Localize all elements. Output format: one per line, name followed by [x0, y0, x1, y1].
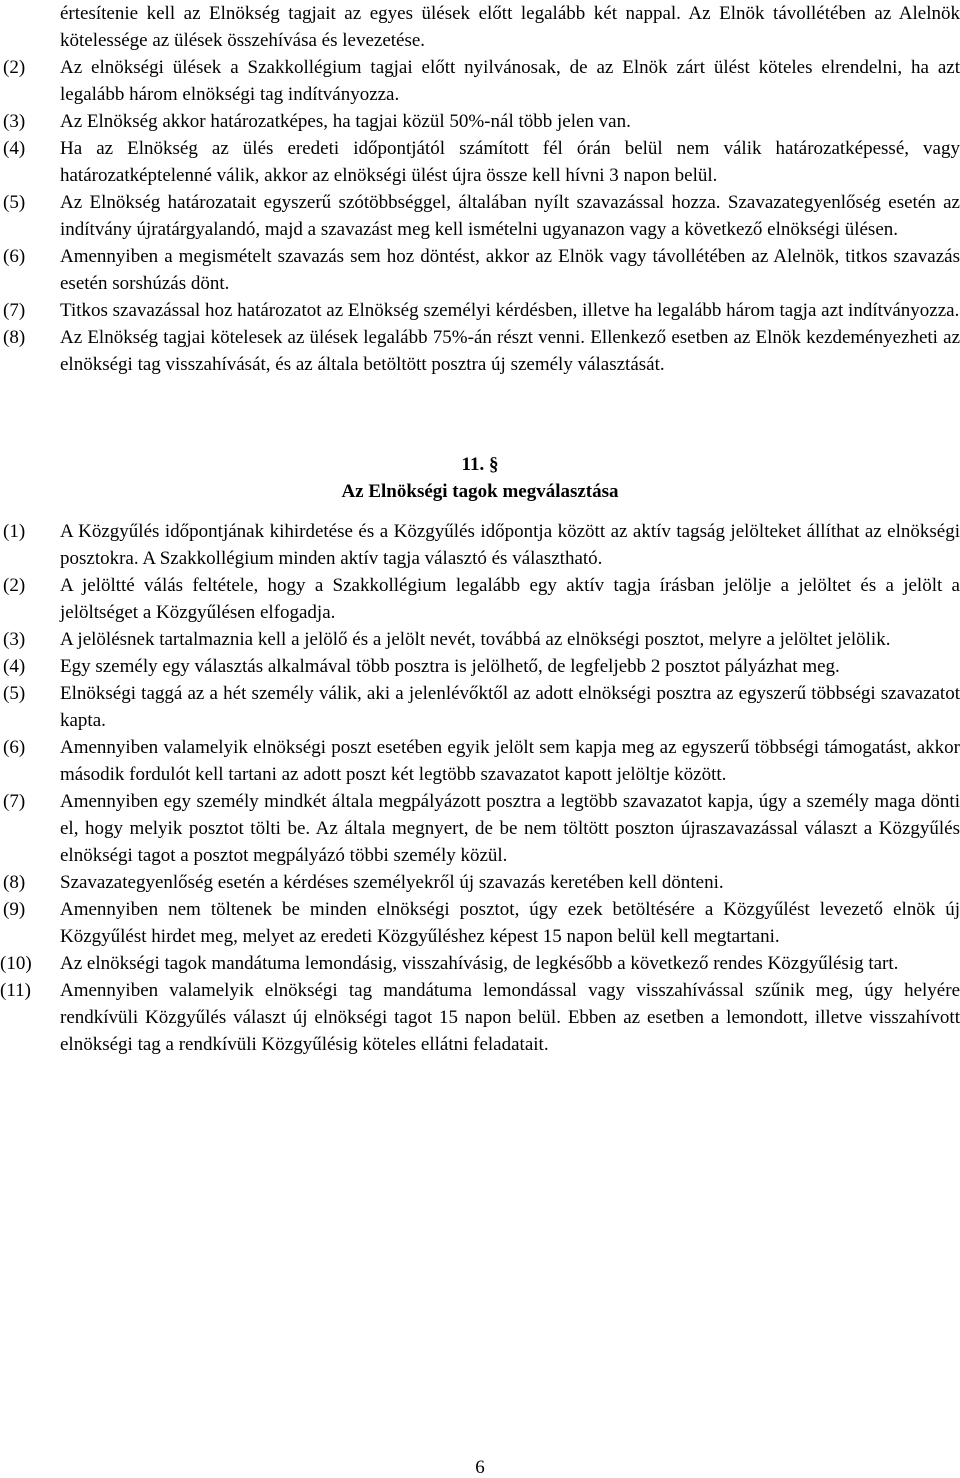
top-items-list — [0, 54, 960, 378]
list-item — [0, 950, 960, 977]
list-item — [0, 297, 960, 324]
item-number: (2) — [3, 57, 26, 78]
item-text: Az Elnökség határozatait egyszerű szótöbbséggel, általában nyílt szavazással hozza. Szavazategyenlőség esetén az indítvány újratárgyalandó, majd a szavazást meg kell ismételni ugyanazon vagy a következő elnökségi ülésen. — [60, 192, 960, 240]
section-number: 11. § — [461, 454, 499, 475]
item-text: Amennyiben valamelyik elnökségi tag mandátuma lemondással vagy visszahívással szűnik meg, úgy helyére rendkívüli Közgyűlés választ új elnökségi tagot 15 napon belül. Ebben az esetben a lemondott, illetve visszahívott elnökségi tag a rendkívüli Közgyűlésig köteles ellátni feladatait. — [60, 980, 960, 1055]
item-text: Amennyiben egy személy mindkét általa megpályázott posztra a legtöbb szavazatot kapja, úgy a személy maga dönti el, hogy melyik posztot tölti be. Az általa megnyert, de be nem töltött poszton újraszavazással választ a Közgyűlés elnökségi tagot a posztot megpályázó többi személy közül. — [60, 791, 960, 866]
item-text: Egy személy egy választás alkalmával több posztra is jelölhető, de legfeljebb 2 posztot pályázhat meg. — [60, 656, 840, 677]
list-item — [0, 324, 960, 378]
item-text: Titkos szavazással hoz határozatot az Elnökség személyi kérdésben, illetve ha legalább három tagja azt indítványozza. — [60, 300, 960, 321]
item-text: Az elnökségi ülések a Szakkollégium tagjai előtt nyilvánosak, de az Elnök zárt ülést köteles elrendelni, ha azt legalább három elnökségi tag indítványozza. — [60, 57, 960, 105]
item-number: (2) — [3, 575, 26, 596]
item-number: (7) — [3, 300, 26, 321]
item-text: Elnökségi taggá az a hét személy válik, aki a jelenlévőktől az adott elnökségi posztra az egyszerű többségi szavazatot kapta. — [60, 683, 960, 731]
list-item — [0, 572, 960, 626]
list-item — [0, 54, 960, 108]
list-item — [0, 108, 960, 135]
section-title: Az Elnökségi tagok megválasztása — [341, 481, 619, 502]
list-item — [0, 734, 960, 788]
continuation-paragraph: értesítenie kell az Elnökség tagjait az egyes ülések előtt legalább két nappal. Az Elnök távollétében az Alelnök kötelessége az ülések összehívása és levezetése. — [60, 3, 960, 51]
list-item — [0, 680, 960, 734]
item-number: (1) — [3, 521, 26, 542]
item-number: (8) — [3, 327, 26, 348]
item-number: (8) — [3, 872, 26, 893]
item-text: A jelöltté válás feltétele, hogy a Szakkollégium legalább egy aktív tagja írásban jelölje a jelöltet és a jelölt a jelöltséget a Közgyűlésen elfogadja. — [60, 575, 960, 623]
item-number: (3) — [3, 629, 26, 650]
item-text: Az Elnökség akkor határozatképes, ha tagjai közül 50%-nál több jelen van. — [60, 111, 631, 132]
item-text: Az Elnökség tagjai kötelesek az ülések legalább 75%-án részt venni. Ellenkező esetben az Elnök kezdeményezheti az elnökségi tag visszahívását, és az általa betöltött posztra új személy választását. — [60, 327, 960, 375]
item-number: (5) — [3, 192, 26, 213]
item-number: (11) — [0, 980, 31, 1001]
list-item — [0, 869, 960, 896]
list-item — [0, 243, 960, 297]
list-item — [0, 653, 960, 680]
list-item — [0, 896, 960, 950]
list-item — [0, 788, 960, 869]
item-text: Amennyiben a megismételt szavazás sem hoz döntést, akkor az Elnök vagy távollétében az Alelnök, titkos szavazás esetén sorshúzás dönt. — [60, 246, 960, 294]
item-number: (4) — [3, 138, 26, 159]
list-item — [0, 518, 960, 572]
item-number: (10) — [0, 953, 32, 974]
item-number: (7) — [3, 791, 26, 812]
item-text: A Közgyűlés időpontjának kihirdetése és a Közgyűlés időpontja között az aktív tagság jelölteket állíthat az elnökségi posztokra. A Szakkollégium minden aktív tagja választó és választható. — [60, 521, 960, 569]
list-item — [0, 135, 960, 189]
list-item — [0, 189, 960, 243]
section-items-list — [0, 518, 960, 1058]
item-text: Az elnökségi tagok mandátuma lemondásig, visszahívásig, de legkésőbb a következő rendes Közgyűlésig tart. — [60, 953, 899, 974]
item-number: (9) — [3, 899, 26, 920]
list-item — [0, 977, 960, 1058]
item-text: Amennyiben nem töltenek be minden elnökségi posztot, úgy ezek betöltésére a Közgyűlést levezető elnök új Közgyűlést hirdet meg, melyet az eredeti Közgyűléshez képest 15 napon belül kell megtartani. — [60, 899, 960, 947]
item-number: (5) — [3, 683, 26, 704]
item-text: Amennyiben valamelyik elnökségi poszt esetében egyik jelölt sem kapja meg az egyszerű többségi támogatást, akkor második fordulót kell tartani az adott poszt két legtöbb szavazatot kapott jelöltje között. — [60, 737, 960, 785]
item-text: Szavazategyenlőség esetén a kérdéses személyekről új szavazás keretében kell dönteni. — [60, 872, 724, 893]
item-text: A jelölésnek tartalmaznia kell a jelölő és a jelölt nevét, továbbá az elnökségi posztot, melyre a jelöltet jelölik. — [60, 629, 891, 650]
item-number: (6) — [3, 737, 26, 758]
item-number: (6) — [3, 246, 26, 267]
page-number: 6 — [475, 1457, 485, 1478]
item-text: Ha az Elnökség az ülés eredeti időpontjától számított fél órán belül nem válik határozatképessé, vagy határozatképtelenné válik, akkor az elnökségi ülést újra össze kell hívni 3 napon belül. — [60, 138, 960, 186]
list-item — [0, 626, 960, 653]
item-number: (4) — [3, 656, 26, 677]
item-number: (3) — [3, 111, 26, 132]
